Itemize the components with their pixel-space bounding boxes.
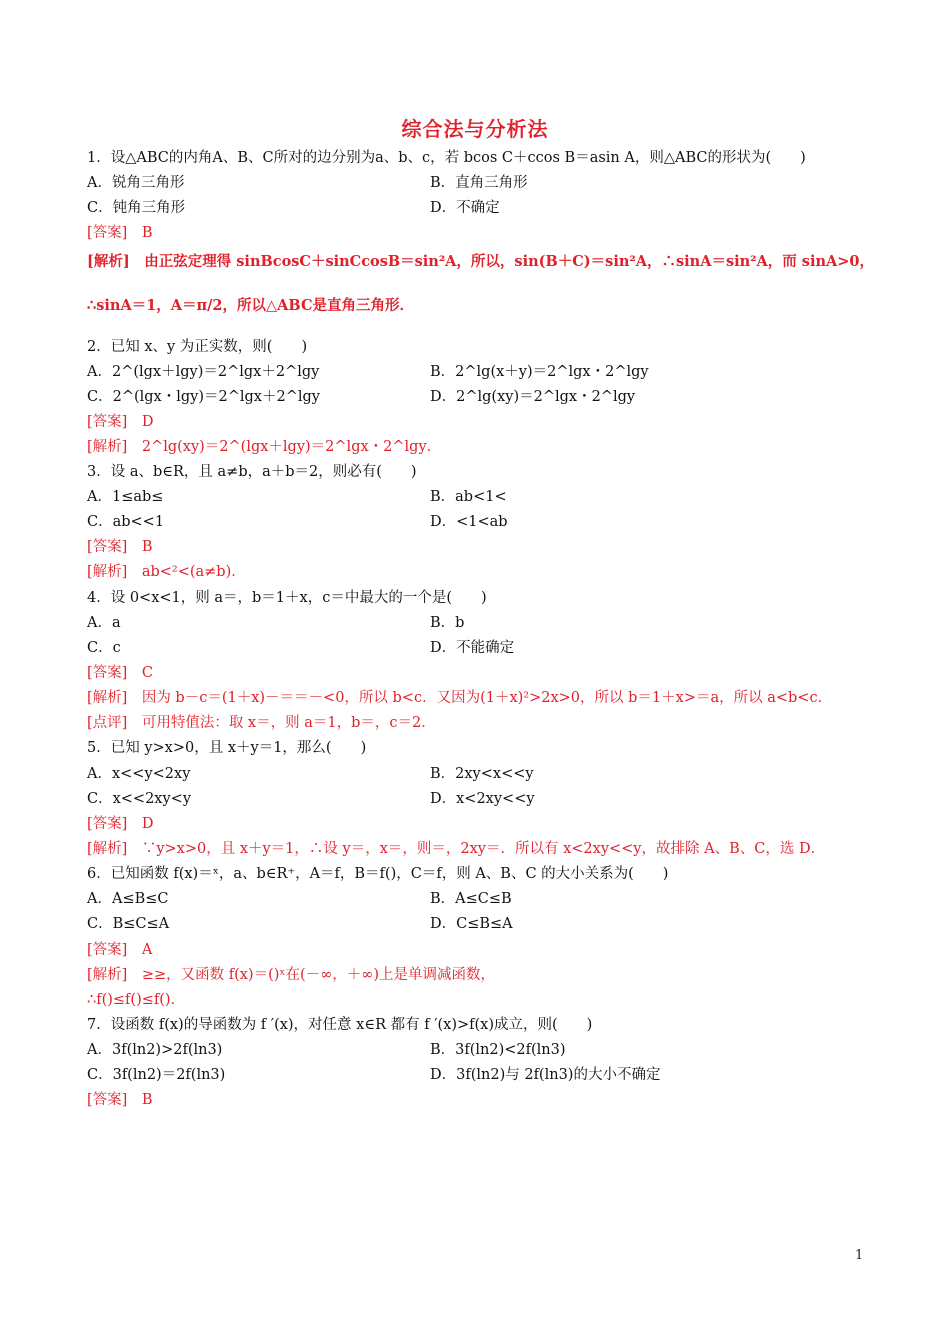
question-5: 5．已知 y>x>0，且 x＋y＝1，那么( ) [87, 740, 367, 756]
q5-option-a: A．x<<y<2xy [87, 766, 191, 782]
question-2: 2．已知 x、y 为正实数，则( ) [87, 339, 308, 355]
q4-option-c: C．c [87, 640, 121, 656]
q3-answer: [答案] B [87, 539, 153, 555]
q6-option-a: A．A≤B≤C [87, 891, 169, 907]
q6-option-c: C．B≤C≤A [87, 916, 170, 932]
q2-option-a: A．2^(lgx＋lgy)＝2^lgx＋2^lgy [87, 364, 320, 380]
q6-explanation-2: ∴f()≤f()≤f()． [87, 992, 186, 1008]
q4-review: [点评] 可用特值法：取 x＝，则 a＝1，b＝，c＝2． [87, 715, 436, 731]
question-4: 4．设 0<x<1，则 a＝，b＝1＋x，c＝中最大的一个是( ) [87, 590, 487, 606]
q7-option-a: A．3f(ln2)>2f(ln3) [87, 1042, 223, 1058]
question-3: 3．设 a、b∈R，且 a≠b，a＋b＝2，则必有( ) [87, 464, 417, 480]
q2-option-d: D．2^lg(xy)＝2^lgx・2^lgy [430, 389, 636, 405]
question-7: 7．设函数 f(x)的导函数为 f ′(x)，对任意 x∈R 都有 f ′(x)>f(x)成立，则( ) [87, 1017, 593, 1033]
q6-option-d: D．C≤B≤A [430, 916, 513, 932]
q5-option-c: C．x<<2xy<y [87, 791, 192, 807]
q1-explanation: [解析] 由正弦定理得 sinBcosC＋sinCcosB＝sin²A，所以，sin(B＋C)＝sin²A，∴sinA＝sin²A，而 sinA>0， [87, 253, 875, 270]
q7-option-d: D．3f(ln2)与 2f(ln3)的大小不确定 [430, 1067, 661, 1083]
q6-answer: [答案] A [87, 942, 153, 958]
q4-answer: [答案] C [87, 665, 153, 681]
q4-explanation: [解析] 因为 b－c＝(1＋x)－＝＝－<0，所以 b<c．又因为(1＋x)²>2x>0，所以 b＝1＋x>＝a，所以 a<b<c． [87, 690, 833, 706]
question-1: 1．设△ABC的内角A、B、C所对的边分别为a、b、c，若 bcos C＋ccos B＝asin A，则△ABC的形状为( ) [87, 150, 806, 166]
q7-answer: [答案] B [87, 1092, 153, 1108]
q1-option-c: C．钝角三角形 [87, 200, 186, 216]
q6-explanation: [解析] ≥≥，又函数 f(x)＝()ˣ在(－∞，＋∞)上是单调减函数， [87, 967, 496, 983]
q3-option-d: D．<1<ab [430, 514, 508, 530]
q7-option-c: C．3f(ln2)＝2f(ln3) [87, 1067, 226, 1083]
question-6: 6．已知函数 f(x)＝ˣ，a、b∈R⁺，A＝f，B＝f()，C＝f，则 A、B、C 的大小关系为( ) [87, 866, 669, 882]
q5-option-b: B．2xy<x<<y [430, 766, 534, 782]
q5-answer: [答案] D [87, 816, 154, 832]
q5-explanation: [解析] ∵y>x>0，且 x＋y＝1，∴设 y＝，x＝，则＝，2xy＝．所以有 x<2xy<<y，故排除 A、B、C，选 D． [87, 841, 826, 857]
q3-option-b: B．ab<1< [430, 489, 507, 505]
page-number: 1 [855, 1248, 864, 1263]
q4-option-a: A．a [87, 615, 121, 631]
q2-explanation: [解析] 2^lg(xy)＝2^(lgx＋lgy)＝2^lgx・2^lgy． [87, 439, 442, 455]
q1-explanation-2: ∴sinA＝1，A＝π/2，所以△ABC是直角三角形． [87, 297, 414, 314]
q3-option-a: A．1≤ab≤ [87, 489, 164, 505]
q1-option-d: D．不确定 [430, 200, 500, 216]
q7-option-b: B．3f(ln2)<2f(ln3) [430, 1042, 566, 1058]
q2-option-c: C．2^(lgx・lgy)＝2^lgx＋2^lgy [87, 389, 320, 405]
q3-explanation: [解析] ab<²<(a≠b)． [87, 564, 246, 580]
q2-answer: [答案] D [87, 414, 154, 430]
page-title: 综合法与分析法 [401, 117, 549, 141]
q6-option-b: B．A≤C≤B [430, 891, 512, 907]
q1-option-b: B．直角三角形 [430, 175, 528, 191]
q3-option-c: C．ab<<1 [87, 514, 165, 530]
q5-option-d: D．x<2xy<<y [430, 791, 535, 807]
q4-option-b: B．b [430, 615, 465, 631]
q2-option-b: B．2^lg(x＋y)＝2^lgx・2^lgy [430, 364, 649, 380]
q1-answer: [答案] B [87, 225, 153, 241]
q1-option-a: A．锐角三角形 [87, 175, 185, 191]
q4-option-d: D．不能确定 [430, 640, 515, 656]
